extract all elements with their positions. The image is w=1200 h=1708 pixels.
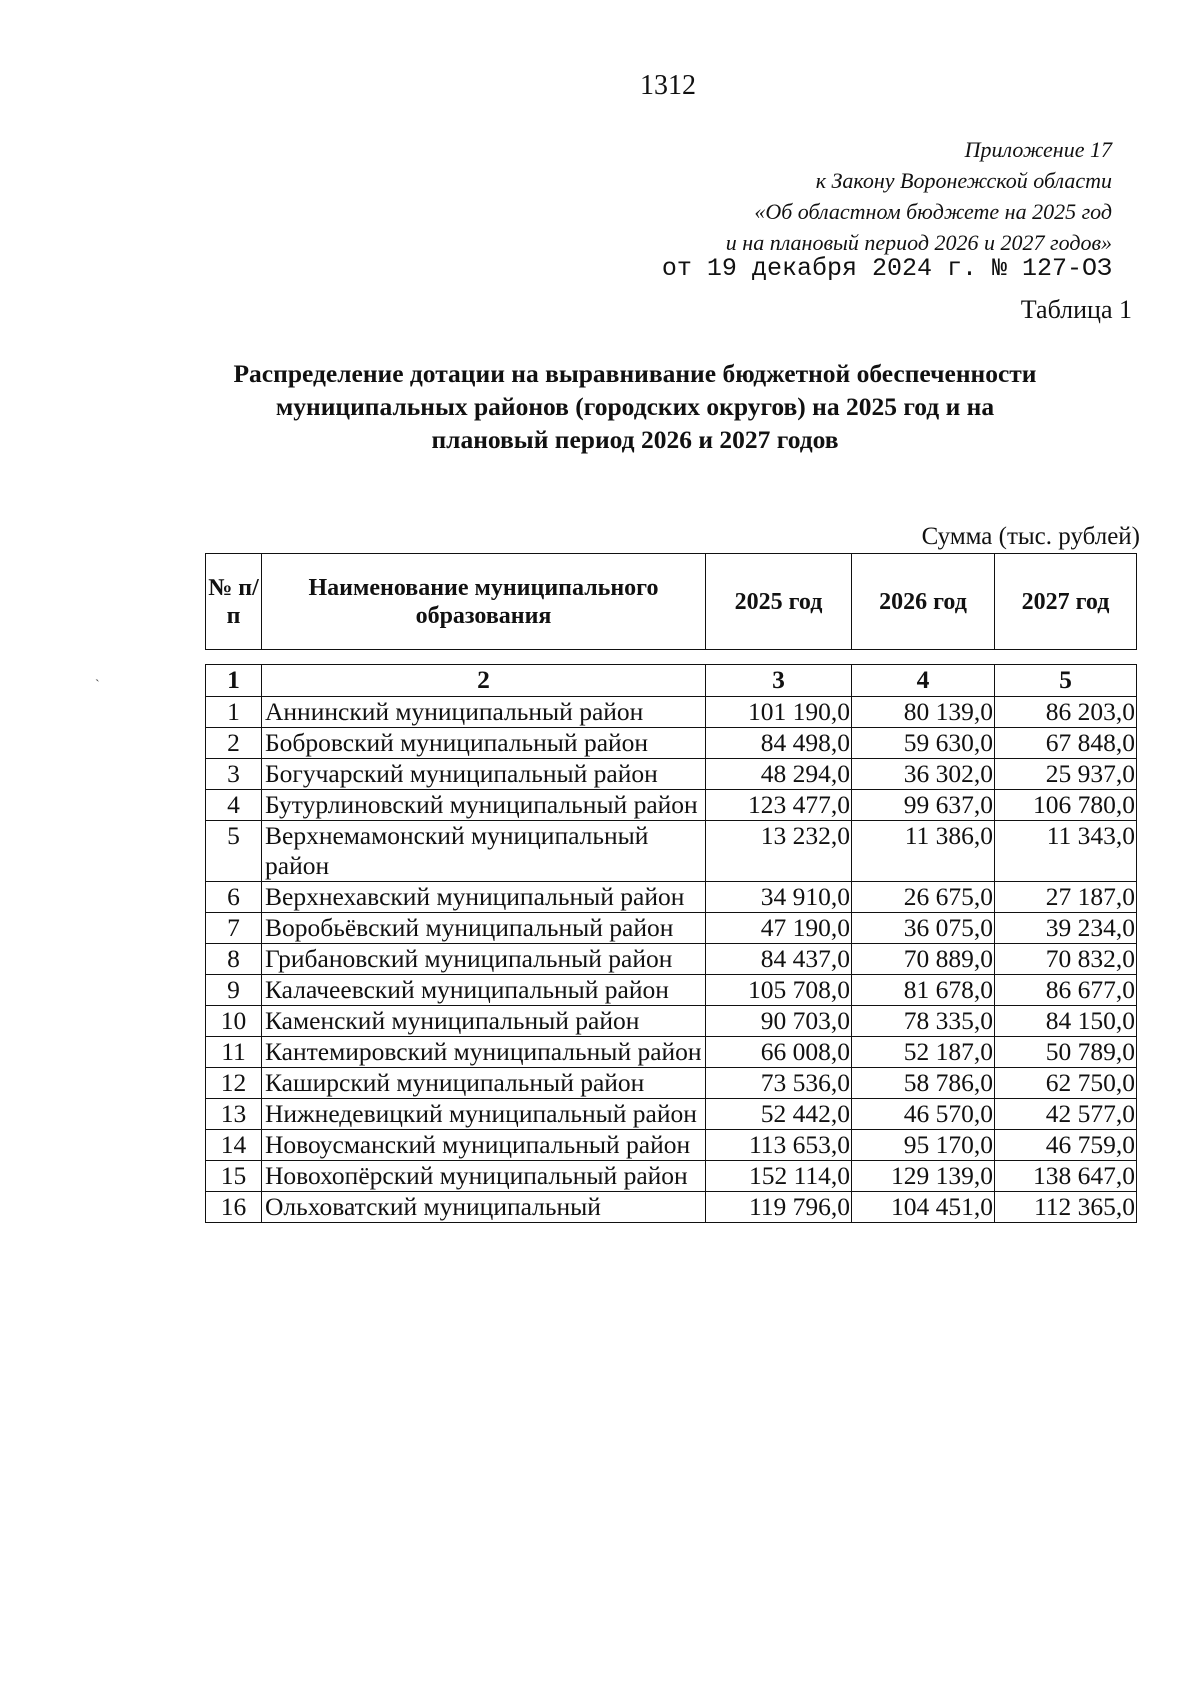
table-row [206, 1099, 1137, 1130]
header-2026: 2026 год [852, 554, 995, 650]
appendix-line: к Закону Воронежской области [815, 168, 1112, 193]
row-value-2025: 119 796,0 [706, 1192, 852, 1223]
row-number: 3 [206, 759, 262, 790]
row-number: 2 [206, 728, 262, 759]
column-number: 5 [995, 665, 1137, 697]
row-value-2027: 112 365,0 [995, 1192, 1137, 1223]
table-label: Таблица 1 [1020, 295, 1132, 324]
row-value-2026: 99 637,0 [852, 790, 995, 821]
row-value-2025: 73 536,0 [706, 1068, 852, 1099]
row-number: 7 [206, 913, 262, 944]
row-number: 13 [206, 1099, 262, 1130]
column-number: 2 [262, 665, 706, 697]
table-row [206, 913, 1137, 944]
row-value-2027: 50 789,0 [995, 1037, 1137, 1068]
row-value-2026: 129 139,0 [852, 1161, 995, 1192]
law-date: от 19 декабря 2024 г. № 127-ОЗ [661, 254, 1112, 283]
row-value-2026: 104 451,0 [852, 1192, 995, 1223]
row-value-2025: 84 498,0 [706, 728, 852, 759]
row-number: 8 [206, 944, 262, 975]
title-line: плановый период 2026 и 2027 годов [431, 425, 839, 454]
units-label: Сумма (тыс. рублей) [921, 523, 1140, 550]
column-number: 4 [852, 665, 995, 697]
table-row [206, 975, 1137, 1006]
row-number: 15 [206, 1161, 262, 1192]
row-value-2025: 66 008,0 [706, 1037, 852, 1068]
appendix-line: Приложение 17 [964, 137, 1112, 162]
row-name: Новохопёрский муниципальный район [262, 1161, 706, 1192]
row-name: Бобровский муниципальный район [262, 728, 706, 759]
table-header [205, 553, 1137, 650]
appendix-line: «Об областном бюджете на 2025 год [754, 199, 1112, 224]
page-number: 1312 [640, 70, 696, 101]
row-number: 12 [206, 1068, 262, 1099]
row-name: Аннинский муниципальный район [262, 697, 706, 728]
table-row [206, 1130, 1137, 1161]
table-row [206, 728, 1137, 759]
row-value-2025: 48 294,0 [706, 759, 852, 790]
row-value-2027: 42 577,0 [995, 1099, 1137, 1130]
header-2025: 2025 год [706, 554, 852, 650]
column-number: 1 [206, 665, 262, 697]
table-row [206, 944, 1137, 975]
row-value-2027: 84 150,0 [995, 1006, 1137, 1037]
row-value-2025: 84 437,0 [706, 944, 852, 975]
row-name: Богучарский муниципальный район [262, 759, 706, 790]
column-number-row [206, 665, 1137, 697]
row-value-2025: 123 477,0 [706, 790, 852, 821]
row-value-2026: 36 075,0 [852, 913, 995, 944]
table-row [206, 1006, 1137, 1037]
row-number: 4 [206, 790, 262, 821]
row-name: Нижнедевицкий муниципальный район [262, 1099, 706, 1130]
row-name: Воробьёвский муниципальный район [262, 913, 706, 944]
row-name: Калачеевский муниципальный район [262, 975, 706, 1006]
row-value-2026: 11 386,0 [852, 821, 995, 882]
row-value-2027: 106 780,0 [995, 790, 1137, 821]
row-value-2026: 80 139,0 [852, 697, 995, 728]
header-2027: 2027 год [995, 554, 1137, 650]
row-number: 9 [206, 975, 262, 1006]
appendix-line: и на плановый период 2026 и 2027 годов» [725, 230, 1112, 255]
row-value-2027: 138 647,0 [995, 1161, 1137, 1192]
row-value-2026: 81 678,0 [852, 975, 995, 1006]
data-table [205, 664, 1137, 1223]
row-value-2027: 25 937,0 [995, 759, 1137, 790]
scan-mark: ` [95, 678, 100, 693]
row-name: Верхнемамонский муниципальный район [262, 821, 706, 882]
table-row [206, 759, 1137, 790]
document-title [150, 357, 1120, 456]
row-value-2025: 13 232,0 [706, 821, 852, 882]
row-value-2026: 59 630,0 [852, 728, 995, 759]
column-number: 3 [706, 665, 852, 697]
row-number: 5 [206, 821, 262, 882]
row-value-2026: 95 170,0 [852, 1130, 995, 1161]
row-value-2026: 36 302,0 [852, 759, 995, 790]
table-row [206, 821, 1137, 882]
row-name: Ольховатский муниципальный [262, 1192, 706, 1223]
row-value-2025: 34 910,0 [706, 882, 852, 913]
row-name: Бутурлиновский муниципальный район [262, 790, 706, 821]
row-number: 11 [206, 1037, 262, 1068]
row-value-2026: 52 187,0 [852, 1037, 995, 1068]
row-value-2027: 62 750,0 [995, 1068, 1137, 1099]
row-value-2027: 86 677,0 [995, 975, 1137, 1006]
row-value-2026: 70 889,0 [852, 944, 995, 975]
row-value-2025: 113 653,0 [706, 1130, 852, 1161]
row-name: Грибановский муниципальный район [262, 944, 706, 975]
row-name: Каменский муниципальный район [262, 1006, 706, 1037]
row-name: Кантемировский муниципальный район [262, 1037, 706, 1068]
table-row [206, 1192, 1137, 1223]
row-number: 10 [206, 1006, 262, 1037]
row-name: Каширский муниципальный район [262, 1068, 706, 1099]
table-row [206, 790, 1137, 821]
header-num: № п/п [206, 554, 262, 650]
row-number: 14 [206, 1130, 262, 1161]
row-value-2025: 101 190,0 [706, 697, 852, 728]
row-number: 1 [206, 697, 262, 728]
table-row [206, 1068, 1137, 1099]
row-value-2025: 90 703,0 [706, 1006, 852, 1037]
table-body [206, 665, 1137, 1223]
row-number: 16 [206, 1192, 262, 1223]
table-row [206, 882, 1137, 913]
table-row [206, 1161, 1137, 1192]
row-value-2026: 26 675,0 [852, 882, 995, 913]
row-value-2025: 105 708,0 [706, 975, 852, 1006]
row-value-2026: 78 335,0 [852, 1006, 995, 1037]
row-value-2026: 58 786,0 [852, 1068, 995, 1099]
row-name: Верхнехавский муниципальный район [262, 882, 706, 913]
row-value-2025: 52 442,0 [706, 1099, 852, 1130]
table-row [206, 697, 1137, 728]
title-line: муниципальных районов (городских округов) на 2025 год и на [275, 392, 995, 421]
row-value-2027: 86 203,0 [995, 697, 1137, 728]
appendix-block [726, 134, 1112, 258]
row-value-2027: 39 234,0 [995, 913, 1137, 944]
row-value-2027: 27 187,0 [995, 882, 1137, 913]
row-value-2027: 67 848,0 [995, 728, 1137, 759]
row-number: 6 [206, 882, 262, 913]
row-value-2026: 46 570,0 [852, 1099, 995, 1130]
row-value-2027: 46 759,0 [995, 1130, 1137, 1161]
row-value-2025: 47 190,0 [706, 913, 852, 944]
row-value-2025: 152 114,0 [706, 1161, 852, 1192]
title-line: Распределение дотации на выравнивание бюджетной обеспеченности [233, 359, 1037, 388]
table-row [206, 1037, 1137, 1068]
row-name: Новоусманский муниципальный район [262, 1130, 706, 1161]
row-value-2027: 11 343,0 [995, 821, 1137, 882]
row-value-2027: 70 832,0 [995, 944, 1137, 975]
header-name: Наименование муниципального образования [262, 554, 706, 650]
